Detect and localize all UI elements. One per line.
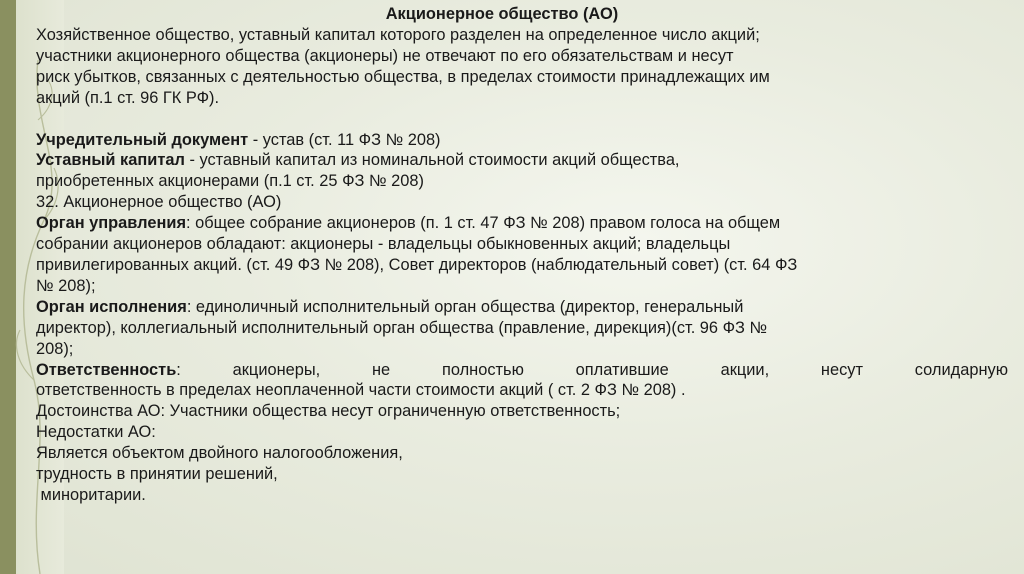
disadvantages-title: Недостатки АО: [36, 423, 156, 442]
capital-label: Уставный капитал [36, 151, 185, 170]
executive-line: директор), коллегиальный исполнительный орган общества (правление, дирекция)(ст. 96 ФЗ № [36, 318, 768, 337]
executive-text: : единоличный исполнительный орган общества (директор, генеральный [186, 297, 744, 316]
slide-title: Акционерное общество (АО) [385, 5, 619, 23]
definition-line: риск убытков, связанных с деятельностью общества, в пределах стоимости принадлежащих им [36, 67, 770, 86]
management-text: : общее собрание акционеров (п. 1 ст. 47 ФЗ № 208) правом голоса на общем [186, 214, 781, 233]
management-line [36, 213, 1008, 234]
management-line: привилегированных акций. (ст. 49 ФЗ № 208), Совет директоров (наблюдательный совет) (ст. 64 ФЗ [36, 255, 798, 274]
responsibility-line [36, 360, 1008, 381]
spacer [36, 109, 1008, 130]
capital-text: - уставный капитал из номинальной стоимости акций общества, [184, 151, 680, 170]
capital-line: приобретенных акционерами (п.1 ст. 25 ФЗ № 208) [36, 172, 424, 191]
executive-line [36, 297, 1008, 318]
responsibility-line: ответственность в пределах неоплаченной части стоимости акций ( ст. 2 ФЗ № 208) . [36, 381, 686, 400]
responsibility-label: Ответственность [36, 360, 177, 379]
definition-line: участники акционерного общества (акционеры) не отвечают по его обязательствам и несут [36, 46, 734, 65]
management-line: № 208); [36, 276, 96, 295]
responsibility-text: : акционеры, не полностью оплатившие акции, несут солидарную [176, 360, 1008, 379]
definition-line: Хозяйственное общество, уставный капитал которого разделен на определенное число акций; [36, 25, 760, 44]
executive-label: Орган исполнения [36, 297, 187, 316]
executive-line: 208); [36, 339, 74, 358]
advantages-line: Достоинства АО: Участники общества несут ограниченную ответственность; [36, 402, 621, 421]
capital-line [36, 150, 1008, 171]
disadvantage-item: трудность в принятии решений, [36, 465, 278, 484]
management-label: Орган управления [36, 214, 187, 233]
definition-line: акций (п.1 ст. 96 ГК РФ). [36, 88, 220, 107]
disadvantage-item: миноритарии. [36, 485, 146, 504]
disadvantage-item: Является объектом двойного налогообложения, [36, 444, 403, 463]
slide-content [36, 4, 1008, 506]
founding-document-text: - устав (ст. 11 ФЗ № 208) [248, 130, 441, 149]
item-32: 32. Акционерное общество (АО) [36, 193, 282, 212]
founding-document-label: Учредительный документ [36, 130, 249, 149]
founding-document [36, 130, 1008, 151]
management-line: собрании акционеров обладают: акционеры - владельцы обыкновенных акций; владельцы [36, 235, 731, 254]
